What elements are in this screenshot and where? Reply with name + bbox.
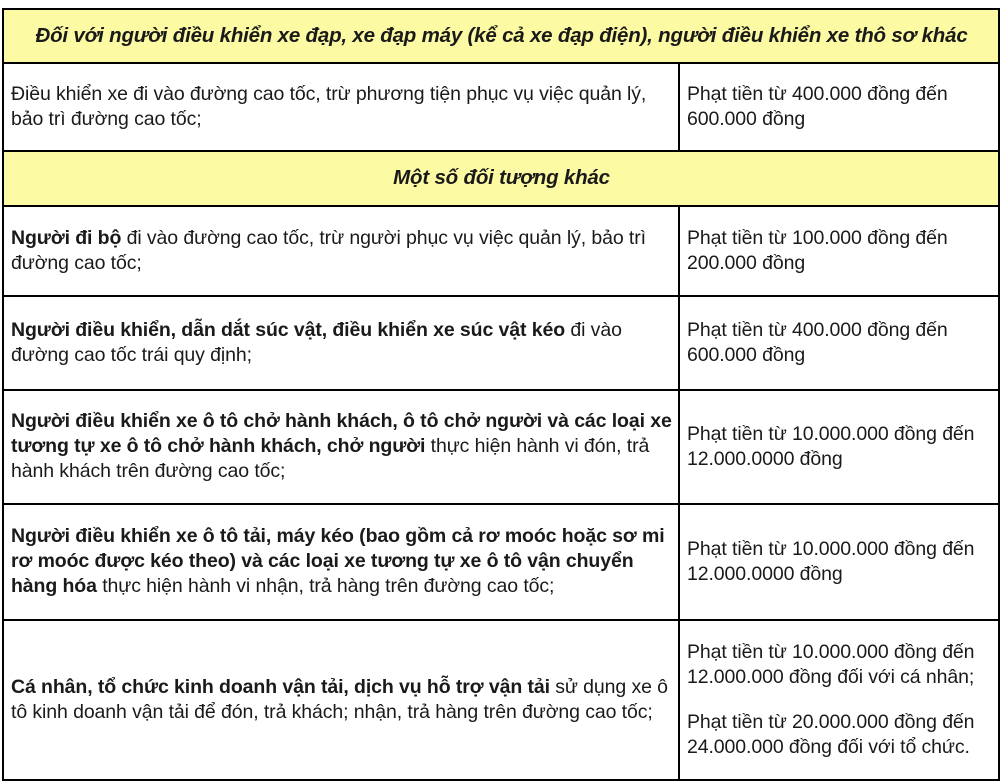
penalty-cell bbox=[679, 63, 999, 151]
behaviour-rest: Điều khiển xe đi vào đường cao tốc, trừ phương tiện phục vụ việc quản lý, bảo trì đường cao tốc; bbox=[11, 83, 647, 131]
penalty-text: Phạt tiền từ 400.000 đồng đến 600.000 đồng bbox=[687, 318, 948, 366]
behaviour-rest: thực hiện hành vi nhận, trả hàng trên đường cao tốc; bbox=[96, 575, 555, 598]
section-header-row bbox=[3, 9, 999, 63]
behaviour-cell bbox=[3, 620, 679, 780]
table-row bbox=[3, 504, 999, 620]
penalty-cell bbox=[679, 390, 999, 504]
behaviour-lead: Người điều khiển xe ô tô chở hành khách, ô tô chở người và các loại xe tương tự xe ô tô chở hành khách, chở người bbox=[11, 410, 672, 458]
table-row bbox=[3, 206, 999, 296]
section-header-bicycles: Đối với người điều khiển xe đạp, xe đạp máy (kể cả xe đạp điện), người điều khiển xe thô sơ khác bbox=[3, 9, 999, 63]
section-header-row bbox=[3, 151, 999, 205]
table-row bbox=[3, 63, 999, 151]
behaviour-lead: Người điều khiển xe ô tô tải, máy kéo (bao gồm cả rơ moóc hoặc sơ mi rơ moóc được kéo theo) và các loại xe tương tự xe ô tô vận chuyển hàng hóa bbox=[11, 525, 665, 598]
penalty-cell bbox=[679, 296, 999, 390]
behaviour-lead: Người đi bộ bbox=[11, 226, 122, 249]
behaviour-cell bbox=[3, 504, 679, 620]
behaviour-lead: Người điều khiển, dẫn dắt súc vật, điều khiển xe súc vật kéo bbox=[11, 318, 566, 341]
penalty-text: Phạt tiền từ 10.000.000 đồng đến 12.000.0000 đồng bbox=[687, 422, 975, 470]
section-header-other-subjects: Một số đối tượng khác bbox=[3, 151, 999, 205]
behaviour-cell bbox=[3, 63, 679, 151]
behaviour-rest: đi vào đường cao tốc trái quy định; bbox=[11, 318, 622, 366]
behaviour-cell bbox=[3, 206, 679, 296]
penalty-text-individual: Phạt tiền từ 10.000.000 đồng đến 12.000.000 đồng đối với cá nhân; bbox=[687, 640, 975, 688]
penalty-text: Phạt tiền từ 100.000 đồng đến 200.000 đồng bbox=[687, 226, 948, 274]
penalty-text: Phạt tiền từ 400.000 đồng đến 600.000 đồng bbox=[687, 83, 948, 131]
behaviour-cell bbox=[3, 296, 679, 390]
penalty-cell bbox=[679, 206, 999, 296]
behaviour-rest: thực hiện hành vi đón, trả hành khách trên đường cao tốc; bbox=[11, 435, 650, 483]
penalty-table-body bbox=[3, 9, 999, 780]
behaviour-rest: đi vào đường cao tốc, trừ người phục vụ việc quản lý, bảo trì đường cao tốc; bbox=[11, 226, 646, 274]
penalty-table bbox=[2, 8, 1000, 781]
behaviour-lead: Cá nhân, tổ chức kinh doanh vận tải, dịch vụ hỗ trợ vận tải bbox=[11, 675, 550, 698]
behaviour-cell bbox=[3, 390, 679, 504]
table-row bbox=[3, 296, 999, 390]
penalty-cell bbox=[679, 504, 999, 620]
behaviour-rest: sử dụng xe ô tô kinh doanh vận tải để đón, trả khách; nhận, trả hàng trên đường cao tốc; bbox=[11, 675, 668, 723]
table-row bbox=[3, 390, 999, 504]
penalty-cell bbox=[679, 620, 999, 780]
penalty-text: Phạt tiền từ 10.000.000 đồng đến 12.000.0000 đồng bbox=[687, 537, 975, 585]
table-row bbox=[3, 620, 999, 780]
penalty-text-organisation: Phạt tiền từ 20.000.000 đồng đến 24.000.000 đồng đối với tổ chức. bbox=[687, 710, 975, 759]
